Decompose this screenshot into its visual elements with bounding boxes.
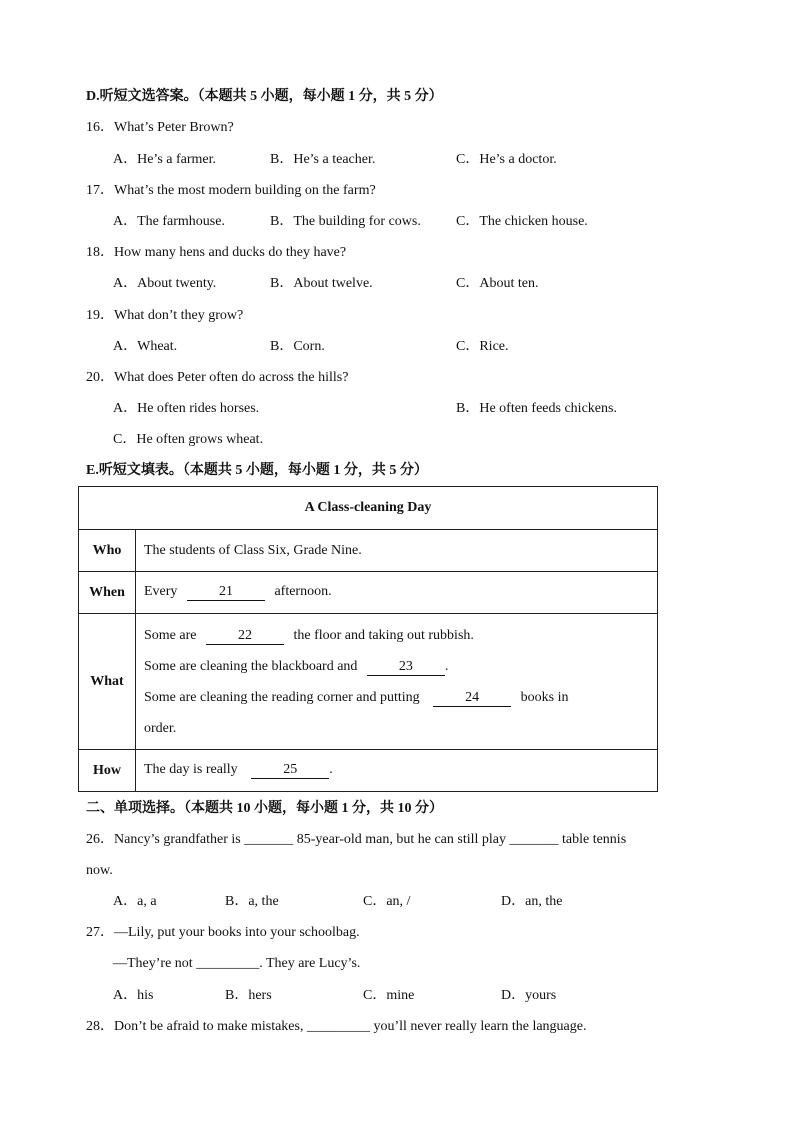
question-18 [86, 244, 346, 262]
q20-option-b: B．He often feeds chickens. [456, 401, 617, 416]
q16-option-b: B．He’s a teacher. [270, 152, 376, 167]
row-label-when: When [79, 572, 136, 614]
question-text: What does Peter often do across the hills? [114, 370, 349, 385]
question-text: How many hens and ducks do they have? [114, 245, 347, 260]
q19-option-a: A．Wheat. [113, 339, 178, 354]
question-27-line-1: 27．—Lily, put your books into your schoolbag. [86, 925, 360, 940]
q16-option-c: C．He’s a doctor. [456, 152, 557, 167]
q26-option-b: B．a, the [225, 894, 279, 909]
blank-21: 21 [187, 584, 265, 601]
row-content-who: The students of Class Six, Grade Nine. [136, 530, 658, 572]
what-line-2 [144, 651, 657, 682]
row-label-who: Who [79, 530, 136, 572]
row-content-when [136, 572, 658, 614]
q18-option-b: B．About twelve. [270, 276, 373, 291]
question-27-line-2: —They’re not _________. They are Lucy’s. [113, 956, 361, 971]
when-prefix: Every [144, 584, 178, 599]
q27-option-a: A．his [113, 988, 154, 1003]
q26-option-c: C．an, / [363, 894, 411, 909]
fill-in-table [78, 486, 658, 792]
what-line-1 [144, 620, 657, 651]
what2-suffix: . [444, 658, 449, 674]
q26-option-d: D．an, the [501, 894, 563, 909]
q18-option-a: A．About twenty. [113, 276, 217, 291]
q19-option-b: B．Corn. [270, 339, 325, 354]
question-number: 18． [86, 245, 114, 260]
q17-option-a: A．The farmhouse. [113, 214, 225, 229]
question-text: What’s Peter Brown? [114, 120, 234, 135]
row-label-what: What [79, 614, 136, 750]
question-28-line-1: 28．Don’t be afraid to make mistakes, _________ you’ll never really learn the language. [86, 1019, 587, 1034]
table-title: A Class-cleaning Day [79, 487, 658, 530]
blank-25: 25 [251, 762, 329, 779]
how-suffix: . [329, 762, 333, 777]
question-number: 17． [86, 183, 114, 198]
q16-option-a: A．He’s a farmer. [113, 152, 217, 167]
q26-option-a: A．a, a [113, 894, 157, 909]
question-number: 16． [86, 120, 114, 135]
q27-option-d: D．yours [501, 988, 557, 1003]
section-e-title: E.听短文填表。（本题共 5 小题，每小题 1 分，共 5 分） [86, 463, 428, 478]
section-two-title: 二、单项选择。（本题共 10 小题，每小题 1 分，共 10 分） [86, 801, 443, 816]
q27-option-c: C．mine [363, 988, 415, 1003]
how-prefix: The day is really [144, 762, 238, 777]
what2-prefix: Some are cleaning the blackboard and [144, 658, 358, 674]
row-label-how: How [79, 750, 136, 792]
what1-suffix: the floor and taking out rubbish. [293, 627, 474, 643]
q20-option-c: C．He often grows wheat. [113, 432, 264, 447]
what3-suffix: books in [520, 689, 569, 705]
q20-option-a: A．He often rides horses. [113, 401, 260, 416]
question-17 [86, 182, 376, 200]
what-line-4: order. [144, 720, 177, 736]
row-content-what [136, 614, 658, 750]
q27-option-b: B．hers [225, 988, 272, 1003]
section-d-title: D.听短文选答案。（本题共 5 小题，每小题 1 分，共 5 分） [86, 89, 443, 104]
row-content-how [136, 750, 658, 792]
question-26-line-2: now. [86, 863, 113, 878]
blank-23: 23 [367, 659, 445, 676]
question-26-line-1: 26．Nancy’s grandfather is _______ 85-year-old man, but he can still play _______ table tennis [86, 832, 627, 847]
what-line-3 [144, 682, 657, 713]
question-19 [86, 307, 243, 325]
q18-option-c: C．About ten. [456, 276, 539, 291]
when-suffix: afternoon. [274, 584, 332, 599]
question-20 [86, 369, 348, 387]
question-text: What’s the most modern building on the farm? [114, 183, 376, 198]
question-number: 19． [86, 308, 114, 323]
what3-prefix: Some are cleaning the reading corner and putting [144, 689, 420, 705]
question-text: What don’t they grow? [114, 308, 244, 323]
what1-prefix: Some are [144, 627, 197, 643]
blank-22: 22 [206, 628, 284, 645]
q17-option-b: B．The building for cows. [270, 214, 421, 229]
question-number: 20． [86, 370, 114, 385]
q17-option-c: C．The chicken house. [456, 214, 588, 229]
q19-option-c: C．Rice. [456, 339, 509, 354]
blank-24: 24 [433, 690, 511, 707]
question-16 [86, 119, 234, 137]
